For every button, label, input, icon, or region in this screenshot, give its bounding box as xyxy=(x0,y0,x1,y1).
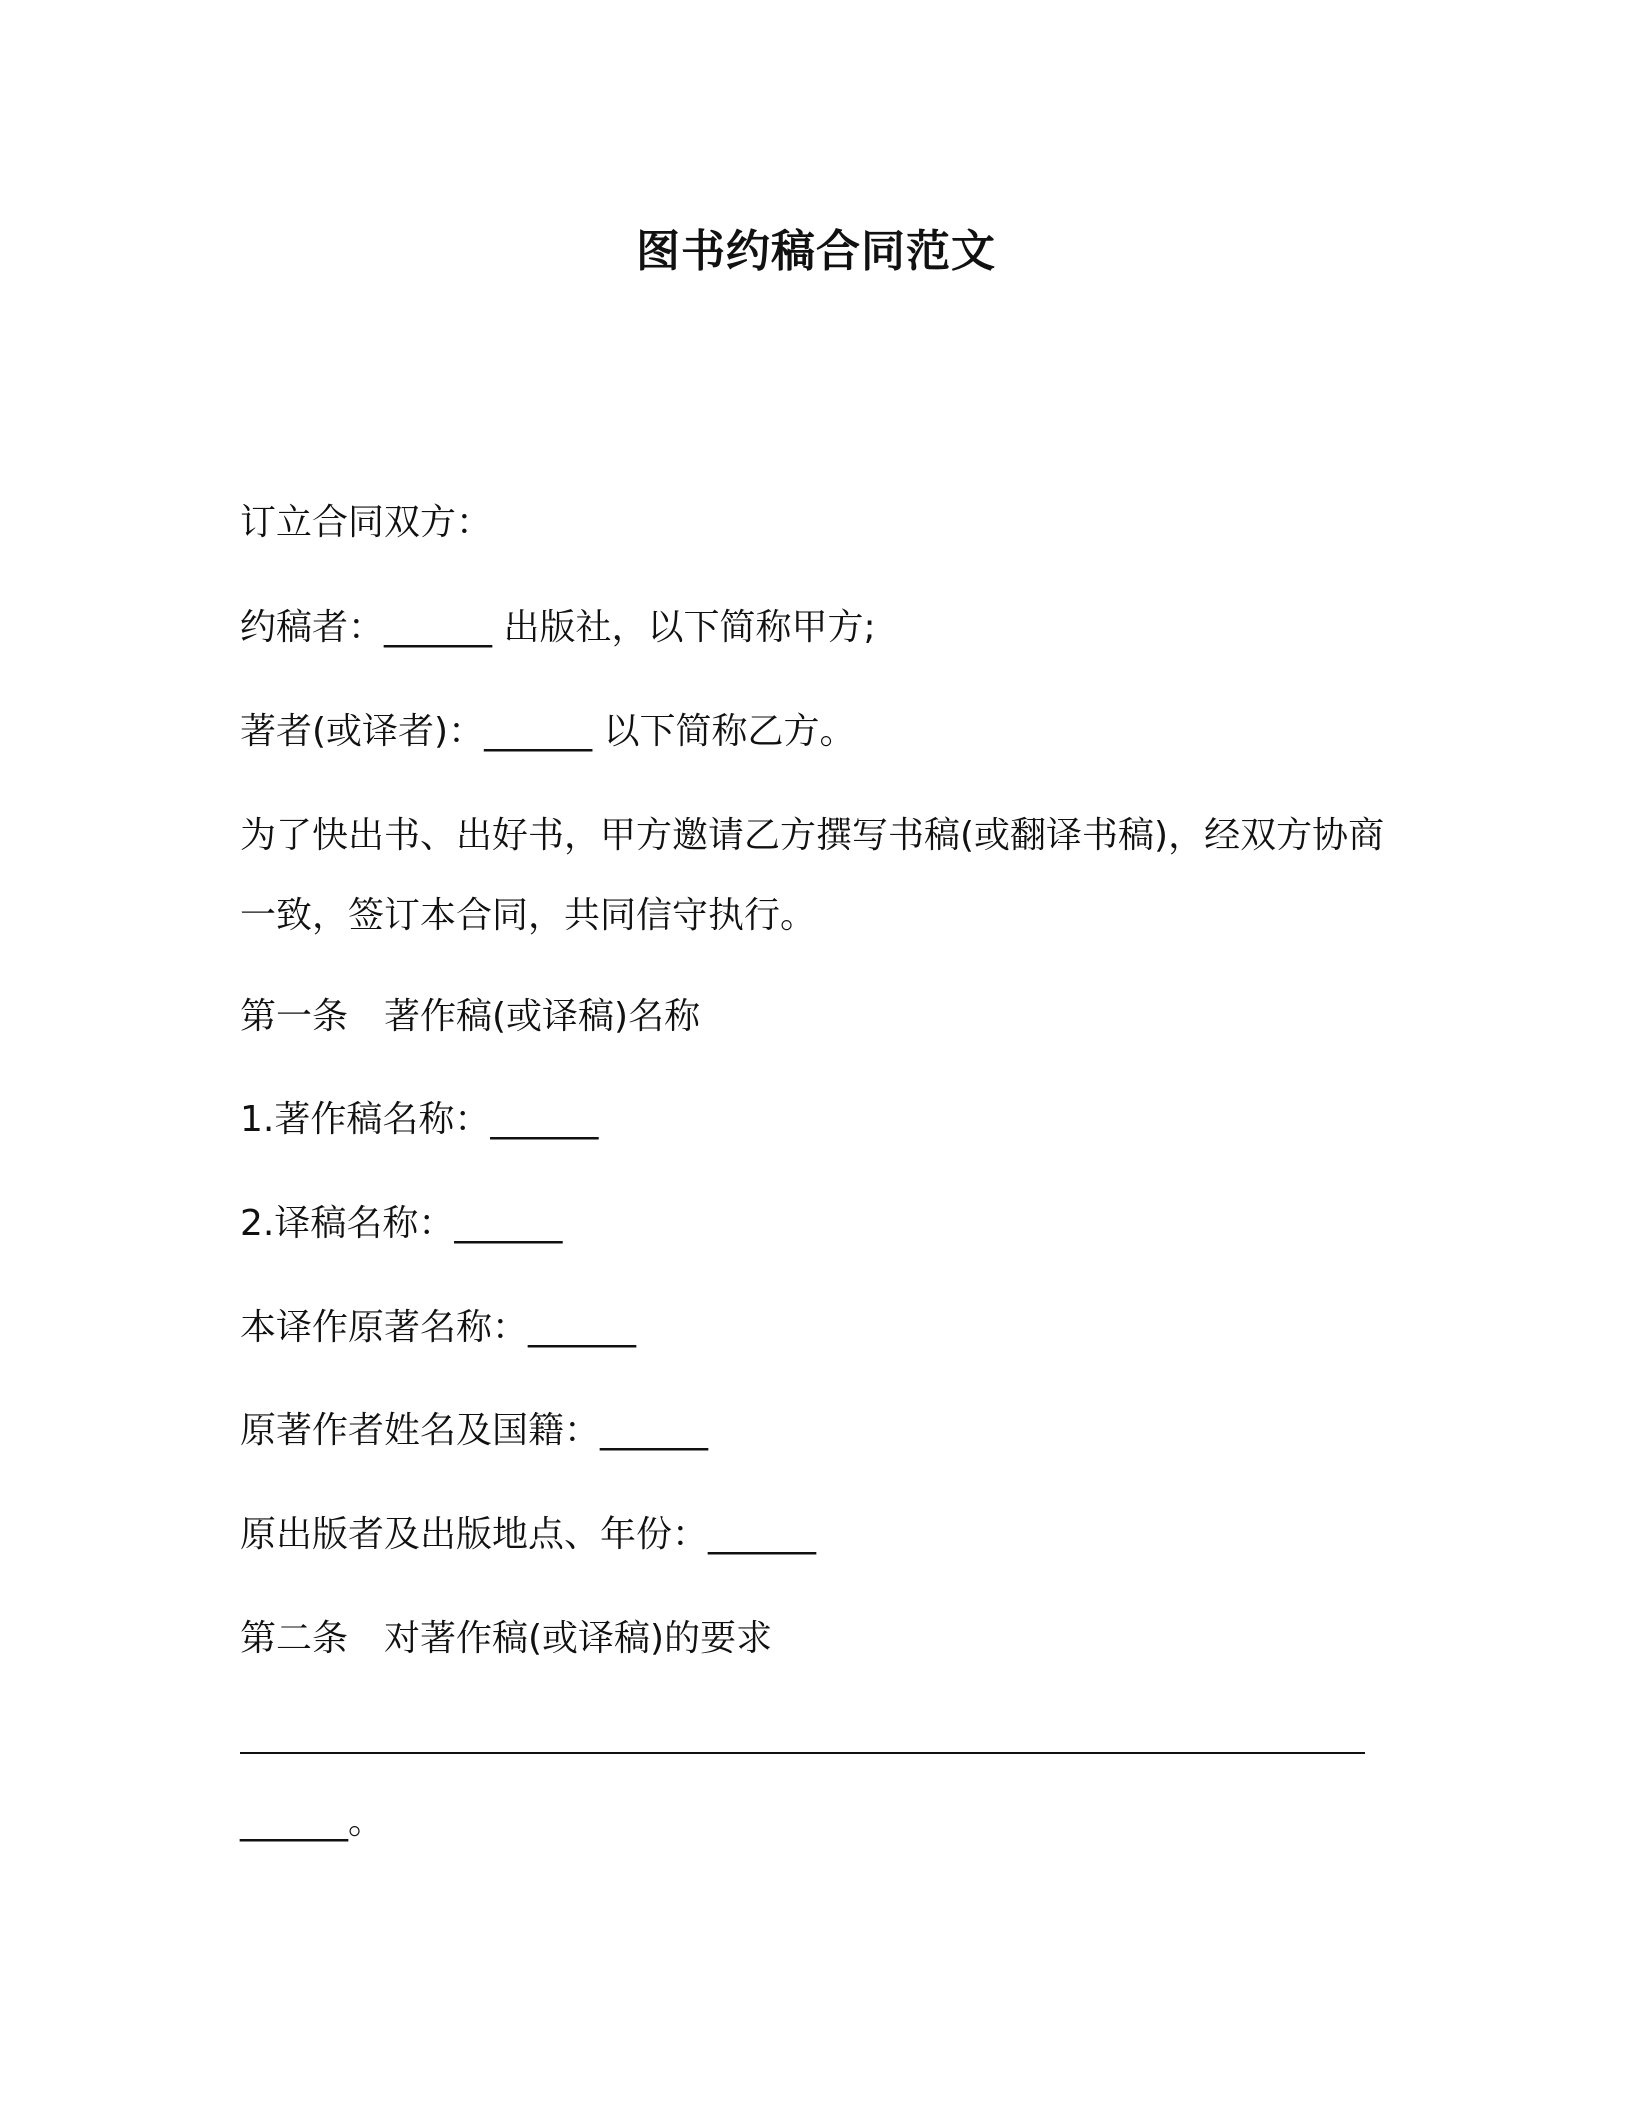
requirement-blank-tail: ______。 xyxy=(240,1801,385,1842)
item-1-manuscript-title: 1.著作稿名称：______ xyxy=(240,1099,599,1140)
original-title-line: 本译作原著名称：______ xyxy=(240,1307,637,1348)
original-publisher-line: 原出版者及出版地点、年份：______ xyxy=(240,1514,817,1555)
article-1-heading: 第一条 著作稿(或译稿)名称 xyxy=(240,996,701,1037)
intro-paragraph: 为了快出书、出好书，甲方邀请乙方撰写书稿(或翻译书稿)，经双方协商一致，签订本合同，共同信守执行。 xyxy=(240,815,1385,936)
original-author-line: 原著作者姓名及国籍：______ xyxy=(240,1410,709,1451)
parties-heading: 订立合同双方： xyxy=(240,502,493,543)
author-line: 著者(或译者)：______ 以下简称乙方。 xyxy=(240,711,856,752)
document-title: 图书约稿合同范文 xyxy=(636,226,996,277)
requirement-blank-line xyxy=(240,1752,1365,1754)
commissioner-line: 约稿者：______ 出版社，以下简称甲方; xyxy=(240,607,876,648)
item-2-translation-title: 2.译稿名称：______ xyxy=(240,1203,563,1244)
article-2-heading: 第二条 对著作稿(或译稿)的要求 xyxy=(240,1618,773,1659)
